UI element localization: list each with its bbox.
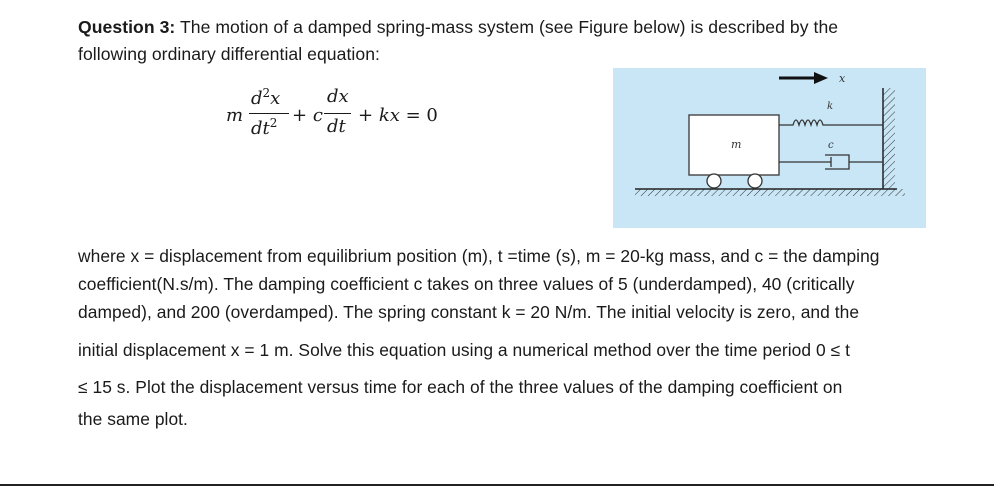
damper-label: c [828, 140, 834, 151]
question-line-2: following ordinary differential equation: [78, 44, 380, 64]
paragraph-line-6: the same plot. [78, 409, 188, 429]
displacement-label: x [839, 72, 846, 85]
eq-fraction-bar-2 [324, 113, 351, 114]
spring-label: k [827, 101, 834, 112]
spring-mass-diagram [613, 68, 926, 228]
eq-denominator-1: $dt^2$ [251, 116, 278, 139]
question-text-1: The motion of a damped spring-mass system (see Figure below) is described by the [175, 17, 839, 37]
paragraph-line-5: ≤ 15 s. Plot the displacement versus time for each of the three values of the damping coefficient on [78, 377, 843, 397]
bottom-divider [0, 484, 994, 486]
eq-numerator-1: $d^2x$ [251, 86, 281, 109]
spring-icon [779, 120, 883, 125]
spring-mass-figure [613, 68, 926, 228]
eq-plus-c: + c [292, 105, 323, 126]
eq-numerator-2: dx [327, 86, 349, 107]
paragraph-line-3: damped), and 200 (overdamped). The spring constant k = 20 N/m. The initial velocity is zero, and the [78, 302, 860, 322]
wheel-right-icon [748, 174, 762, 188]
eq-rest: + kx = 0 [358, 105, 438, 126]
question-line-1 [78, 16, 838, 38]
paragraph-line-2: coefficient(N.s/m). The damping coefficient c takes on three values of 5 (underdamped), 40 (critically [78, 274, 855, 294]
ground-hatch [635, 189, 905, 196]
eq-denominator-2: dt [327, 116, 346, 137]
mass-label: m [731, 138, 742, 151]
eq-m: m [226, 105, 244, 126]
paragraph-line-4: initial displacement x = 1 m. Solve this equation using a numerical method over the time period 0 ≤ t [78, 340, 850, 360]
displacement-arrow-icon [814, 72, 828, 84]
wall-hatch [883, 88, 895, 189]
eq-fraction-bar-1 [249, 113, 289, 114]
question-label: Question 3: [78, 17, 176, 37]
paragraph-line-1: where x = displacement from equilibrium position (m), t =time (s), m = 20-kg mass, and c = the damping [78, 246, 880, 266]
wheel-left-icon [707, 174, 721, 188]
